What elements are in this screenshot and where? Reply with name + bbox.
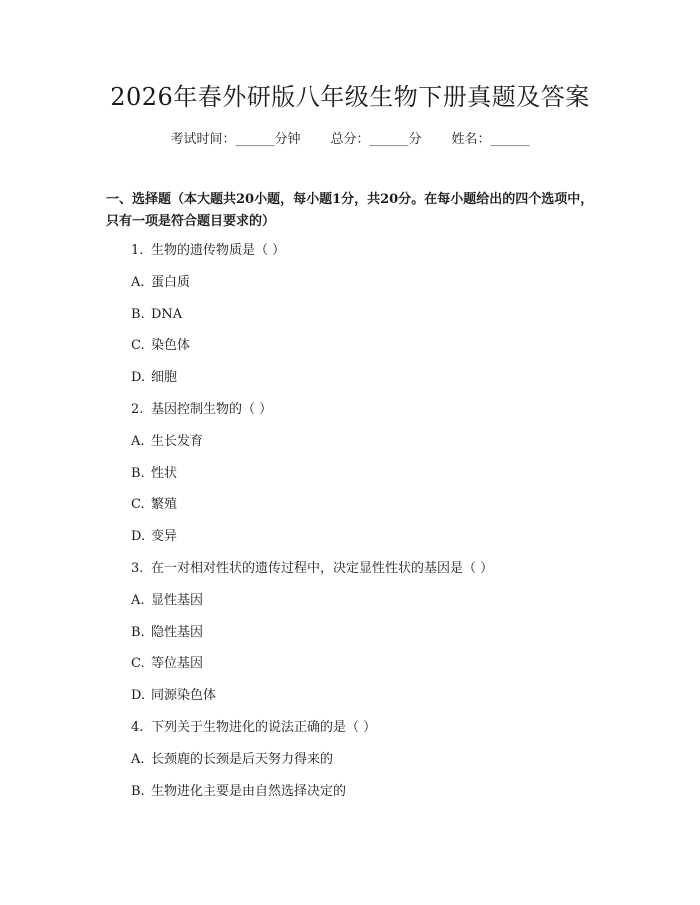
score-blank: ______分 [369,132,422,147]
option-item [131,495,651,527]
question-item [131,559,651,591]
option-letter: A. [131,274,145,290]
option-text: 性状 [151,465,178,481]
question-item [131,718,651,750]
question-number: 3. [131,560,144,576]
time-label: 考试时间： [170,132,236,147]
option-text: 蛋白质 [151,274,191,290]
document-title: 2026年春外研版八年级生物下册真题及答案 [110,83,590,111]
option-letter: D. [131,370,146,386]
option-text: 变异 [151,529,178,545]
option-item [131,654,651,686]
option-item [131,591,651,623]
question-item [131,241,651,273]
option-item [131,305,651,337]
question-number: 2. [131,401,144,417]
option-letter: A. [131,592,145,608]
section-heading: 一、选择题（本大题共20小题，每小题1分，共20分。在每小题给出的四个选项中，只有一项是符合题目要求的） [106,192,594,229]
option-item [131,336,651,368]
option-letter: C. [131,656,145,672]
question-text: 生物的遗传物质是（ ） [151,243,286,258]
option-letter: B. [131,465,145,481]
option-item [131,368,651,400]
option-item [131,782,651,814]
name-label: 姓名： [451,132,491,147]
option-text: DNA [151,306,183,322]
option-item [131,464,651,496]
option-text: 等位基因 [151,656,204,672]
option-item [131,527,651,559]
exam-info-line [0,131,700,149]
name-blank: ______ [490,132,530,147]
option-text: 隐性基因 [151,624,204,640]
score-label: 总分： [330,132,370,147]
question-number: 1. [131,243,144,258]
option-text: 生物进化主要是由自然选择决定的 [151,783,347,799]
option-text: 染色体 [151,338,191,354]
option-text: 生长发育 [151,433,204,449]
time-blank: ______分钟 [235,132,301,147]
option-item [131,432,651,464]
option-item [131,750,651,782]
option-text: 细胞 [151,370,178,386]
question-text: 下列关于生物进化的说法正确的是（ ） [151,719,377,735]
option-item [131,273,651,305]
option-letter: D. [131,529,146,545]
option-text: 显性基因 [151,592,204,608]
question-list [131,241,651,813]
option-letter: C. [131,497,145,513]
option-letter: C. [131,338,145,354]
option-letter: B. [131,783,145,799]
question-item [131,400,651,432]
option-item [131,623,651,655]
option-item [131,686,651,718]
question-number: 4. [131,719,144,735]
option-letter: A. [131,433,145,449]
question-text: 在一对相对性状的遗传过程中，决定显性性状的基因是（ ） [151,560,494,576]
option-letter: A. [131,751,145,767]
option-letter: B. [131,624,145,640]
option-text: 同源染色体 [151,688,217,704]
option-letter: D. [131,688,146,704]
question-text: 基因控制生物的（ ） [151,401,273,417]
option-text: 繁殖 [151,497,178,513]
option-text: 长颈鹿的长颈是后天努力得来的 [151,751,334,767]
option-letter: B. [131,306,145,322]
